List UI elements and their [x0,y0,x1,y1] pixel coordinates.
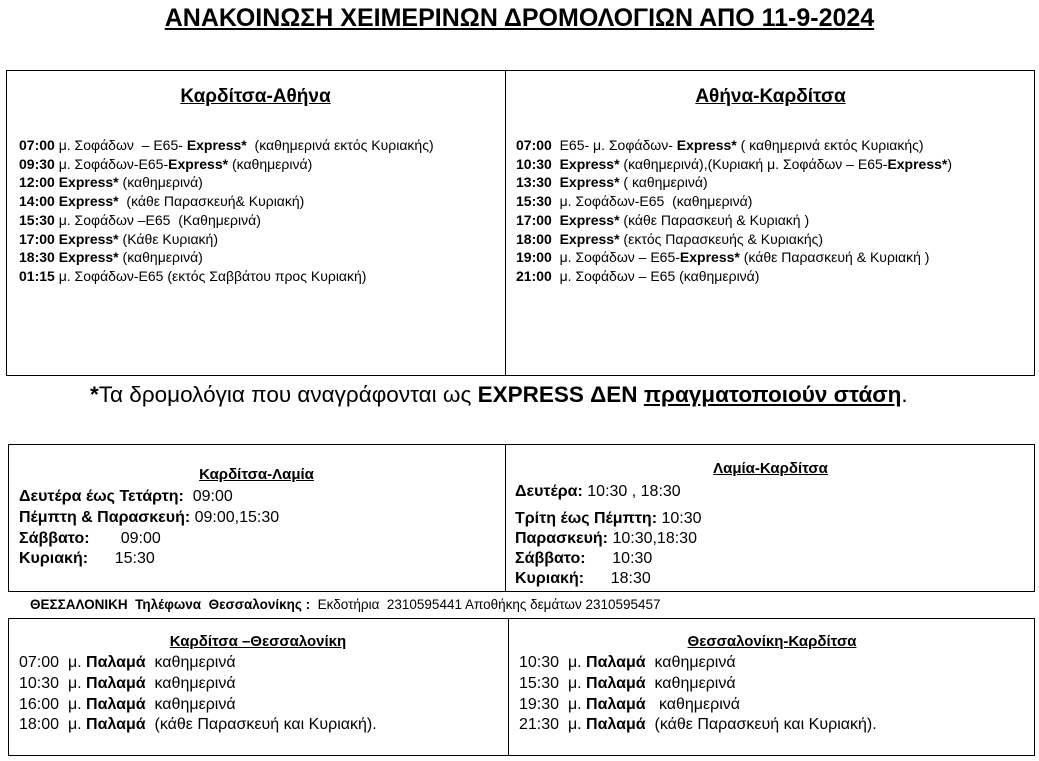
departure-time: 15:30 [519,674,560,692]
departure-time: 09:30 [19,155,55,172]
departure-time: 21:00 [516,267,552,284]
schedule-row: 12:00 Express* (καθημερινά) [19,174,203,191]
departure-time: 21:30 [519,716,560,734]
schedule-row: Παρασκευή: 10:30,18:30 [515,530,697,547]
page-title: ΑΝΑΚΟΙΝΩΣΗ ΧΕΙΜΕΡΙΝΩΝ ΔΡΟΜΟΛΟΓΙΩΝ ΑΠΟ 11-9-2024 [164,4,875,32]
schedule-row: 10:30 Express* (καθημερινά),(Κυριακή μ. Σοφάδων – Ε65-Express*) [516,155,953,172]
schedule-row: 17:00 Express* (Κάθε Κυριακή) [19,230,218,247]
day-label: Κυριακή: [515,570,585,587]
departure-time: 15:30 [19,211,55,228]
thessaloniki-right-times [519,653,877,736]
schedule-row: 10:30 μ. Παλαμά καθημερινά [19,674,236,692]
departure-time: 19:30 [519,695,560,713]
schedule-row: Πέμπτη & Παρασκευή: 09:00,15:30 [19,508,280,526]
heading-karditsa-thessaloniki: Καρδίτσα –Θεσσαλονίκη [169,633,347,650]
schedule-row: 01:15 μ. Σοφάδων-Ε65 (εκτός Σαββάτου προς Κυριακή) [19,267,367,284]
schedule-row: 17:00 Express* (κάθε Παρασκευή & Κυριακή ) [516,211,810,228]
schedule-row: 21:30 μ. Παλαμά (κάθε Παρασκευή και Κυριακή). [519,716,877,734]
departure-time: 17:00 [19,230,55,247]
departure-time: 18:00 [19,716,60,734]
departure-time: 19:00 [516,249,552,266]
schedule-row: 07:00 Ε65- μ. Σοφάδων- Express* ( καθημερινά εκτός Κυριακής) [516,137,924,153]
schedule-row: Κυριακή: 15:30 [19,550,155,568]
departure-time: 10:30 [516,155,552,172]
schedule-row: 15:30 μ. Σοφάδων-Ε65 (καθημερινά) [516,193,753,210]
schedule-row: Κυριακή: 18:30 [515,570,651,587]
heading-karditsa-athina: Καρδίτσα-Αθήνα [180,86,331,107]
schedule-row: 18:00 μ. Παλαμά (κάθε Παρασκευή και Κυριακή). [19,716,377,734]
day-label: Δευτέρα: [515,483,583,500]
schedule-row: 09:30 μ. Σοφάδων-Ε65-Express* (καθημερινά) [19,155,313,172]
departure-time: 14:00 [19,193,55,210]
lamia-right-times [515,482,702,589]
athens-left-times [19,136,434,286]
heading-karditsa-lamia: Καρδίτσα-Λαμία [199,466,314,483]
departure-time: 07:00 [19,654,60,671]
thessaloniki-phones: ΘΕΣΣΑΛΟΝΙΚΗ Τηλέφωνα Θεσσαλονίκης : Εκδοτήρια 2310595441 Αποθήκης δεμάτων 2310595457 [30,597,661,612]
departure-time: 16:00 [19,695,60,713]
departure-time: 17:00 [516,211,552,228]
schedule-row: Δευτέρα έως Τετάρτη: 09:00 [19,488,233,505]
schedule-row: 13:30 Express* ( καθημερινά) [516,174,708,191]
schedule-row: 15:30 μ. Παλαμά καθημερινά [519,674,736,692]
heading-athina-karditsa: Αθήνα-Καρδίτσα [695,86,846,107]
lamia-left-times [19,487,279,570]
schedule-row: Σάββατο: 09:00 [19,529,161,547]
schedule-row: 07:00 μ. Σοφάδων – Ε65- Express* (καθημερινά εκτός Κυριακής) [19,137,434,153]
schedule-row: Σάββατο: 10:30 [515,550,653,567]
heading-thessaloniki-karditsa: Θεσσαλονίκη-Καρδίτσα [687,633,857,650]
departure-time: 01:15 [19,267,55,284]
departure-time: 12:00 [19,174,55,191]
schedule-row: Τρίτη έως Πέμπτη: 10:30 [515,510,702,527]
athens-right-times [516,136,952,286]
schedule-row: 10:30 μ. Παλαμά καθημερινά [519,654,736,671]
schedule-row: 18:30 Express* (καθημερινά) [19,249,203,266]
departure-time: 18:30 [19,249,55,266]
schedule-row: 07:00 μ. Παλαμά καθημερινά [19,654,236,671]
departure-time: 15:30 [516,193,552,210]
schedule-row: 19:00 μ. Σοφάδων – Ε65-Express* (κάθε Παρασκευή & Κυριακή ) [516,249,930,266]
departure-time: 18:00 [516,230,552,247]
day-label: Κυριακή: [19,550,89,568]
day-label: Παρασκευή: [515,530,608,547]
day-label: Τρίτη έως Πέμπτη: [515,510,658,527]
schedule-row: 21:00 μ. Σοφάδων – Ε65 (καθημερινά) [516,267,760,284]
day-label: Πέμπτη & Παρασκευή: [19,508,191,526]
departure-time: 07:00 [19,137,55,153]
departure-time: 07:00 [516,137,552,153]
schedule-row: 15:30 μ. Σοφάδων –Ε65 (Καθημερινά) [19,211,261,228]
schedule-row: Δευτέρα: 10:30 , 18:30 [515,483,681,500]
day-label: Δευτέρα έως Τετάρτη: [19,488,184,505]
departure-time: 10:30 [19,674,60,692]
departure-time: 13:30 [516,174,552,191]
schedule-row: 14:00 Express* (κάθε Παρασκευή& Κυριακή) [19,193,305,210]
heading-lamia-karditsa: Λαμία-Καρδίτσα [713,460,828,477]
athens-column-divider [505,70,506,376]
schedule-row: 18:00 Express* (εκτός Παρασκευής & Κυριακής) [516,230,824,247]
schedule-row: 16:00 μ. Παλαμά καθημερινά [19,695,236,713]
thessaloniki-left-times [19,653,377,736]
day-label: Σάββατο: [19,529,90,547]
express-note: *Τα δρομολόγια που αναγράφονται ως EXPRESS ΔΕΝ πραγματοποιούν στάση. [90,382,908,407]
departure-time: 10:30 [519,654,560,671]
day-label: Σάββατο: [515,550,586,567]
schedule-row: 19:30 μ. Παλαμά καθημερινά [519,695,741,713]
